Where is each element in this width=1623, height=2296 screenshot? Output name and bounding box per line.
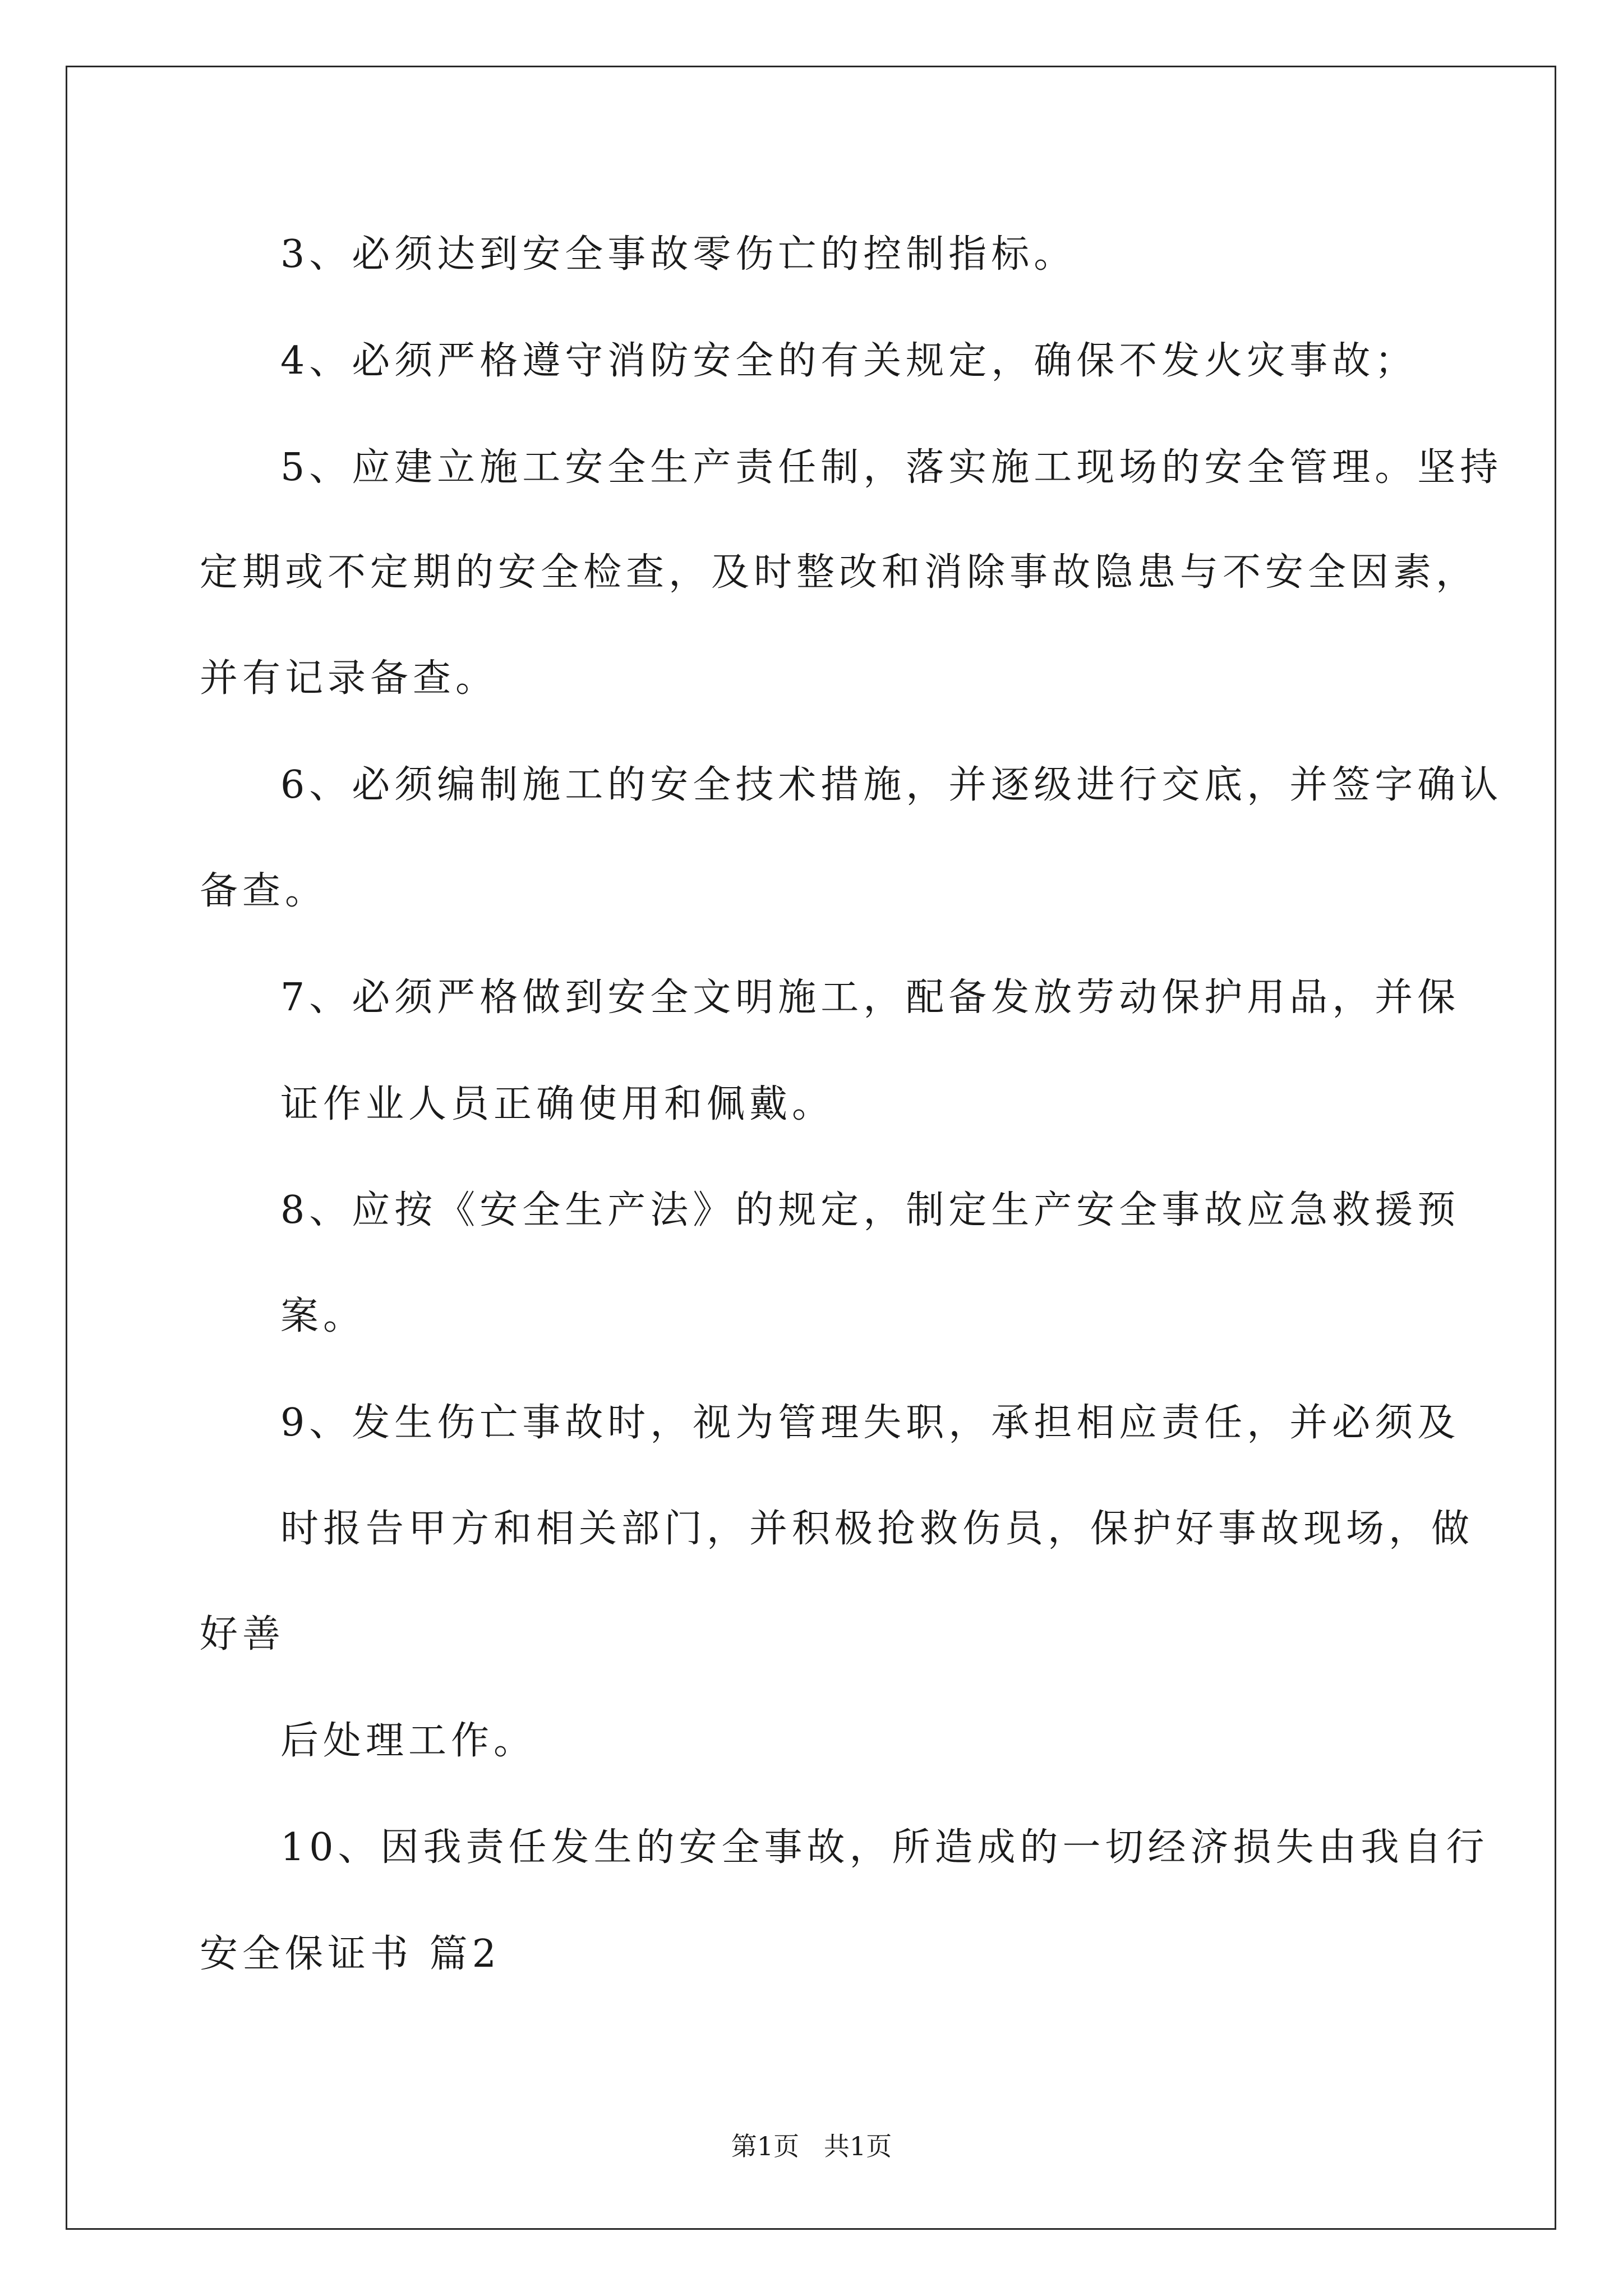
text-line-item-9-cont-1: 时报告甲方和相关部门，并积极抢救伤员，保护好事故现场，做 — [280, 1507, 1474, 1551]
text-line-item-9-cont-2: 好善 — [200, 1612, 285, 1657]
text-line-item-6-cont: 备查。 — [200, 869, 328, 913]
page-border — [66, 66, 1556, 2230]
section-heading: 安全保证书 篇2 — [200, 1932, 501, 1976]
text-line-item-7-cont: 证作业人员正确使用和佩戴。 — [280, 1082, 835, 1126]
text-line-item-3: 3、必须达到安全事故零伤亡的控制指标。 — [280, 232, 1077, 277]
text-line-item-10: 10、因我责任发生的安全事故，所造成的一切经济损失由我自行 — [280, 1825, 1489, 1870]
text-line-item-9: 9、发生伤亡事故时，视为管理失职，承担相应责任，并必须及 — [280, 1401, 1460, 1445]
text-line-item-5: 5、应建立施工安全生产责任制，落实施工现场的安全管理。坚持 — [280, 445, 1503, 490]
text-line-item-5-cont-2: 并有记录备查。 — [200, 656, 499, 701]
page-number-footer: 第1页 共1页 — [731, 2131, 892, 2161]
text-line-item-5-cont-1: 定期或不定期的安全检查，及时整改和消除事故隐患与不安全因素， — [200, 550, 1479, 595]
text-line-item-8: 8、应按《安全生产法》的规定，制定生产安全事故应急救援预 — [280, 1188, 1460, 1232]
text-line-item-8-cont: 案。 — [280, 1294, 366, 1338]
text-line-item-4: 4、必须严格遵守消防安全的有关规定，确保不发火灾事故； — [280, 339, 1418, 383]
text-line-item-6: 6、必须编制施工的安全技术措施，并逐级进行交底，并签字确认 — [280, 763, 1503, 807]
text-line-item-7: 7、必须严格做到安全文明施工，配备发放劳动保护用品，并保 — [280, 976, 1460, 1020]
text-line-item-9-cont-3: 后处理工作。 — [280, 1719, 537, 1763]
